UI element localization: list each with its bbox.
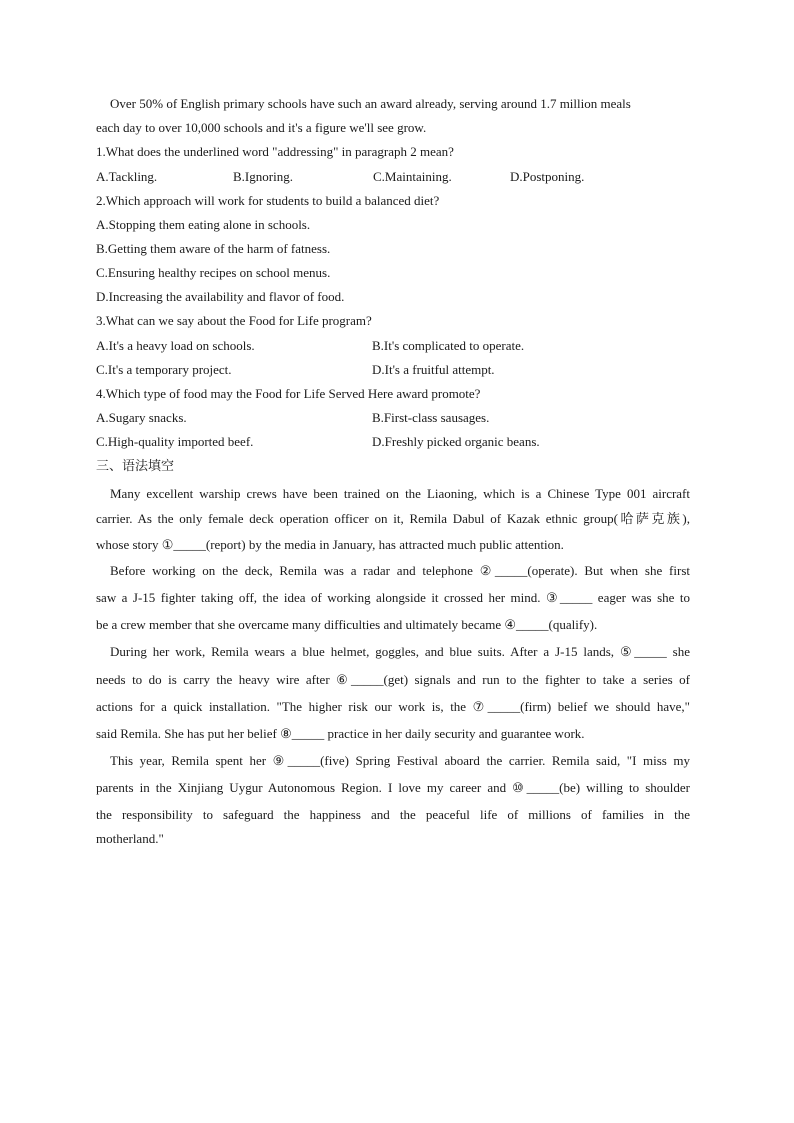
option-b: B.Getting them aware of the harm of fatness. bbox=[96, 241, 331, 256]
option-a: A.Tackling. bbox=[96, 169, 158, 184]
option-d: D.It's a fruitful attempt. bbox=[372, 362, 495, 377]
option-c: C.Maintaining. bbox=[373, 169, 452, 184]
question-4-stem: 4.Which type of food may the Food for Life Served Here award promote? bbox=[96, 386, 481, 401]
section-title: 三、语法填空 bbox=[96, 459, 175, 474]
option-c: C.It's a temporary project. bbox=[96, 362, 232, 377]
question-4-options-cd bbox=[96, 433, 696, 451]
option-a: A.Sugary snacks. bbox=[96, 410, 187, 425]
option-d: D.Increasing the availability and flavor of food. bbox=[96, 289, 345, 304]
option-d: D.Postponing. bbox=[510, 169, 585, 184]
paragraph-3-line: actions for a quick installation. "The higher risk our work is, the ⑦_____(firm) belief we should have," bbox=[96, 699, 690, 714]
question-1-stem: 1.What does the underlined word "addressing" in paragraph 2 mean? bbox=[96, 144, 454, 159]
option-b: B.Ignoring. bbox=[233, 169, 293, 184]
paragraph-3-line: During her work, Remila wears a blue helmet, goggles, and blue suits. After a J-15 lands, ⑤_____ she bbox=[110, 644, 690, 659]
paragraph-3-line: said Remila. She has put her belief ⑧_____ practice in her daily security and guarantee work. bbox=[96, 726, 585, 741]
question-3-stem: 3.What can we say about the Food for Life program? bbox=[96, 313, 372, 328]
question-2-stem: 2.Which approach will work for students to build a balanced diet? bbox=[96, 193, 440, 208]
option-d: D.Freshly picked organic beans. bbox=[372, 434, 540, 449]
option-c: C.Ensuring healthy recipes on school menus. bbox=[96, 265, 331, 280]
paragraph-1-line: carrier. As the only female deck operation officer on it, Remila Dabul of Kazak ethnic group(哈萨克族), bbox=[96, 511, 690, 526]
intro-line-1: Over 50% of English primary schools have such an award already, serving around 1.7 million meals bbox=[110, 96, 631, 111]
paragraph-4-line: the responsibility to safeguard the happiness and the peaceful life of millions of families in the bbox=[96, 807, 690, 822]
option-b: B.First-class sausages. bbox=[372, 410, 490, 425]
question-3-options-cd bbox=[96, 361, 696, 379]
paragraph-1-line: Many excellent warship crews have been trained on the Liaoning, which is a Chinese Type 001 aircraft bbox=[110, 486, 690, 501]
paragraph-4-line: parents in the Xinjiang Uygur Autonomous Region. I love my career and ⑩_____(be) willing to shoulder bbox=[96, 780, 690, 795]
paragraph-2-line: Before working on the deck, Remila was a radar and telephone ②_____(operate). But when she first bbox=[110, 563, 690, 578]
option-a: A.Stopping them eating alone in schools. bbox=[96, 217, 311, 232]
option-a: A.It's a heavy load on schools. bbox=[96, 338, 255, 353]
paragraph-2-line: be a crew member that she overcame many difficulties and ultimately became ④_____(qualify). bbox=[96, 617, 598, 632]
option-b: B.It's complicated to operate. bbox=[372, 338, 525, 353]
paragraph-1-line: whose story ①_____(report) by the media in January, has attracted much public attention. bbox=[96, 537, 564, 552]
paragraph-4-line: motherland." bbox=[96, 831, 164, 846]
question-4-options-ab bbox=[96, 409, 696, 427]
paragraph-2-line: saw a J-15 fighter taking off, the idea of working alongside it crossed her mind. ③_____ eager was she to bbox=[96, 590, 690, 605]
paragraph-3-line: needs to do is carry the heavy wire after ⑥_____(get) signals and run to the fighter to take a series of bbox=[96, 672, 690, 687]
question-3-options-ab bbox=[96, 337, 696, 355]
paragraph-4-line: This year, Remila spent her ⑨_____(five) Spring Festival aboard the carrier. Remila said, "I miss my bbox=[110, 753, 690, 768]
option-c: C.High-quality imported beef. bbox=[96, 434, 254, 449]
intro-line-2: each day to over 10,000 schools and it's a figure we'll see grow. bbox=[96, 120, 427, 135]
question-1-options bbox=[96, 168, 696, 186]
